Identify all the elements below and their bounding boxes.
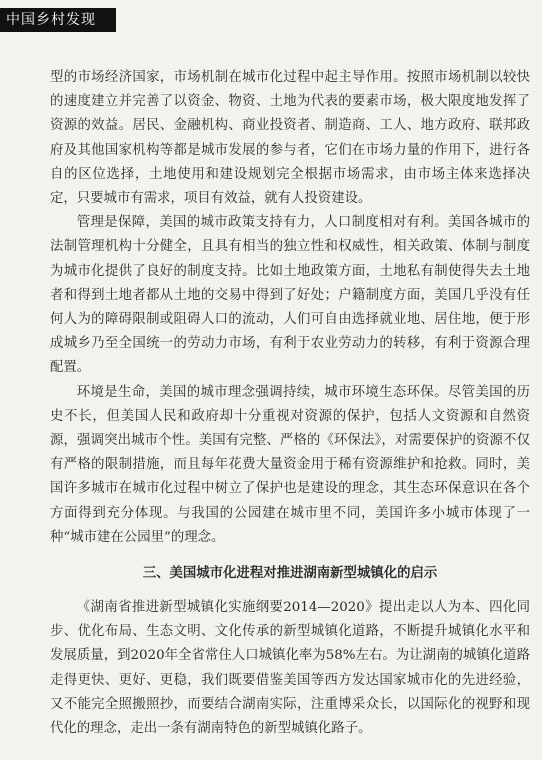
article-body — [50, 66, 530, 741]
section-tag: 中国乡村发现 — [0, 8, 116, 32]
body-paragraph-1: 型的市场经济国家，市场机制在城市化过程中起主导作用。按照市场机制以较快的速度建立并完善了以资金、物资、土地为代表的要素市场，极大限度地发挥了资源的效益。居民、金融机构、商业投资者、制造商、工人、地方政府、联邦政府及其他国家机构等都是城市发展的参与者，它们在市场力量的作用下，进行各自的区位选择，土地使用和建设规划完全根据市场需求，由市场主体来选择决定，只要城市有需求，项目有效益，就有人投资建设。 — [50, 70, 530, 207]
section-heading: 三、美国城市化进程对推进湖南新型城镇化的启示 — [142, 566, 438, 582]
section-paragraph: 《湖南省推进新型城镇化实施纲要2014—2020》提出走以人为本、四化同步、优化布局、生态文明、文化传承的新型城镇化道路，不断提升城镇化水平和发展质量，到2020年全省常住人口城镇化率为58%左右。为让湖南的城镇化道路走得更快、更好、更稳，我们既要借鉴美国等西方发达国家城市化的先进经验，又不能完全照搬照抄，而要结合湖南实际，注重博采众长，以国际化的视野和现代化的理念，走出一条有湖南特色的新型城镇化路子。 — [50, 600, 530, 737]
body-paragraph-2: 管理是保障，美国的城市政策支持有力，人口制度相对有利。美国各城市的法制管理机构十分健全，且具有相当的独立性和权威性，相关政策、体制与制度为城市化提供了良好的制度支持。比如土地政策方面，土地私有制使得失去土地者和得到土地者都从土地的交易中得到了好处；户籍制度方面，美国几乎没有任何人为的障碍限制或阻碍人口的流动，人们可自由选择就业地、居住地，便于形成城乡乃至全国统一的劳动力市场，有利于农业劳动力的转移，有利于资源合理配置。 — [50, 215, 530, 376]
body-paragraph-3: 环境是生命，美国的城市理念强调持续，城市环境生态环保。尽管美国的历史不长，但美国人民和政府却十分重视对资源的保护，包括人文资源和自然资源，强调突出城市个性。美国有完整、严格的《环保法》，对需要保护的资源不仅有严格的限制措施，而且每年花费大量资金用于稀有资源维护和抢救。同时，美国许多城市在城市化过程中树立了保护也是建设的理念，其生态环保意识在各个方面得到充分体现。与我国的公园建在城市里不同，美国许多小城市体现了一种“城市建在公园里”的理念。 — [50, 384, 530, 545]
